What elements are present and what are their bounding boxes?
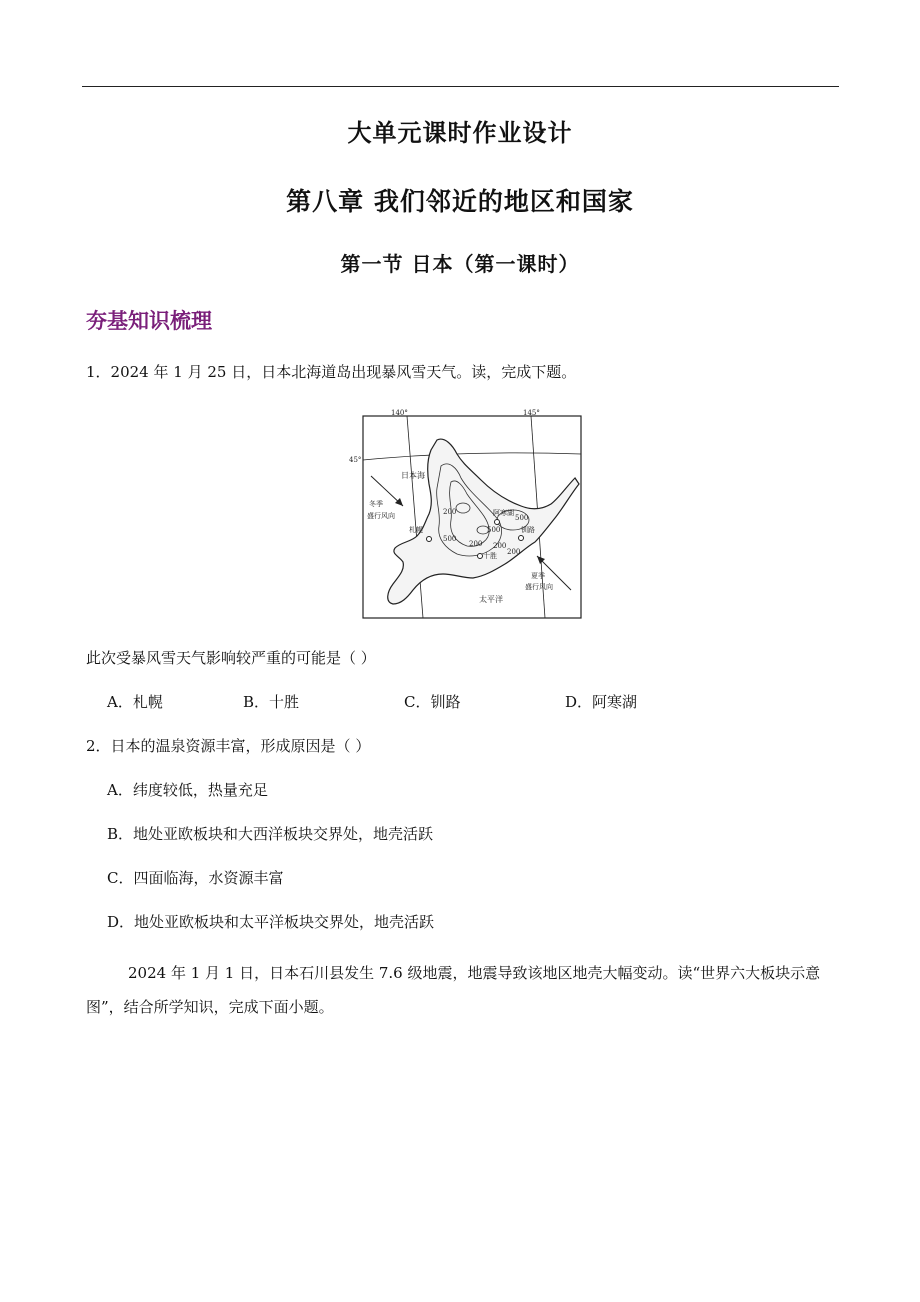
parallel-45 <box>363 453 581 460</box>
akan-label: 阿寒湖 <box>493 509 514 517</box>
tokachi-dot <box>478 554 483 559</box>
lat-label-45: 45° <box>349 456 362 464</box>
q1-option-d[interactable]: D．阿寒湖 <box>565 693 638 711</box>
q2-option-b[interactable]: B．地处亚欧板块和大西洋板块交界处，地壳活跃 <box>107 825 434 843</box>
winter-wind-label: 冬季 <box>369 500 383 508</box>
contour-label: 500 <box>515 514 529 522</box>
hokkaido-outline <box>388 439 579 604</box>
section-heading: 夯基知识梳理 <box>86 309 212 333</box>
question-2-stem: 2．日本的温泉资源丰富，形成原因是（ ） <box>86 737 371 755</box>
q1-option-c[interactable]: C．钏路 <box>404 693 461 711</box>
kushiro-dot <box>519 536 524 541</box>
summer-wind-label: 夏季 <box>531 572 545 580</box>
sapporo-dot <box>427 537 432 542</box>
page-title: 大单元课时作业设计 <box>347 119 573 147</box>
lon-label-140: 140° <box>391 409 408 417</box>
passage-paragraph: 2024 年 1 月 1 日，日本石川县发生 7.6 级地震，地震导致该地区地壳大幅变动。读“世界六大板块示意图”，结合所学知识，完成下面小题。 <box>86 964 821 1016</box>
summer-wind-label-2: 盛行风向 <box>525 583 553 591</box>
q1-option-a[interactable]: A．札幌 <box>107 693 163 711</box>
q1-option-b[interactable]: B．十胜 <box>243 693 300 711</box>
lon-label-145: 145° <box>523 409 540 417</box>
question-1-prompt: 此次受暴风雪天气影响较严重的可能是（ ） <box>86 649 376 667</box>
contour-label: 200 <box>469 540 483 548</box>
tokachi-label: 十胜 <box>483 552 497 560</box>
q2-option-a[interactable]: A．纬度较低，热量充足 <box>107 781 268 799</box>
sea-japan-label: 日本海 <box>401 471 425 480</box>
section-title: 第一节 日本（第一课时） <box>340 252 580 276</box>
contour-label: 200 <box>493 542 507 550</box>
contour-label: 200 <box>443 508 457 516</box>
header-rule <box>82 86 839 87</box>
contour-label: 200 <box>507 548 521 556</box>
pacific-label: 太平洋 <box>479 595 503 604</box>
q2-option-c[interactable]: C．四面临海，水资源丰富 <box>107 869 284 887</box>
hokkaido-map <box>345 408 583 621</box>
kushiro-label: 钏路 <box>521 526 535 534</box>
contour-label: 500 <box>443 535 457 543</box>
contour-label: 500 <box>487 526 501 534</box>
q2-option-d[interactable]: D．地处亚欧板块和太平洋板块交界处，地壳活跃 <box>107 913 435 931</box>
chapter-title: 第八章 我们邻近的地区和国家 <box>286 187 634 216</box>
sapporo-label: 札幌 <box>409 526 423 534</box>
question-1-stem: 1．2024 年 1 月 25 日，日本北海道岛出现暴风雪天气。读，完成下题。 <box>86 363 577 381</box>
winter-wind-label-2: 盛行风向 <box>367 512 395 520</box>
akan-dot <box>495 520 500 525</box>
